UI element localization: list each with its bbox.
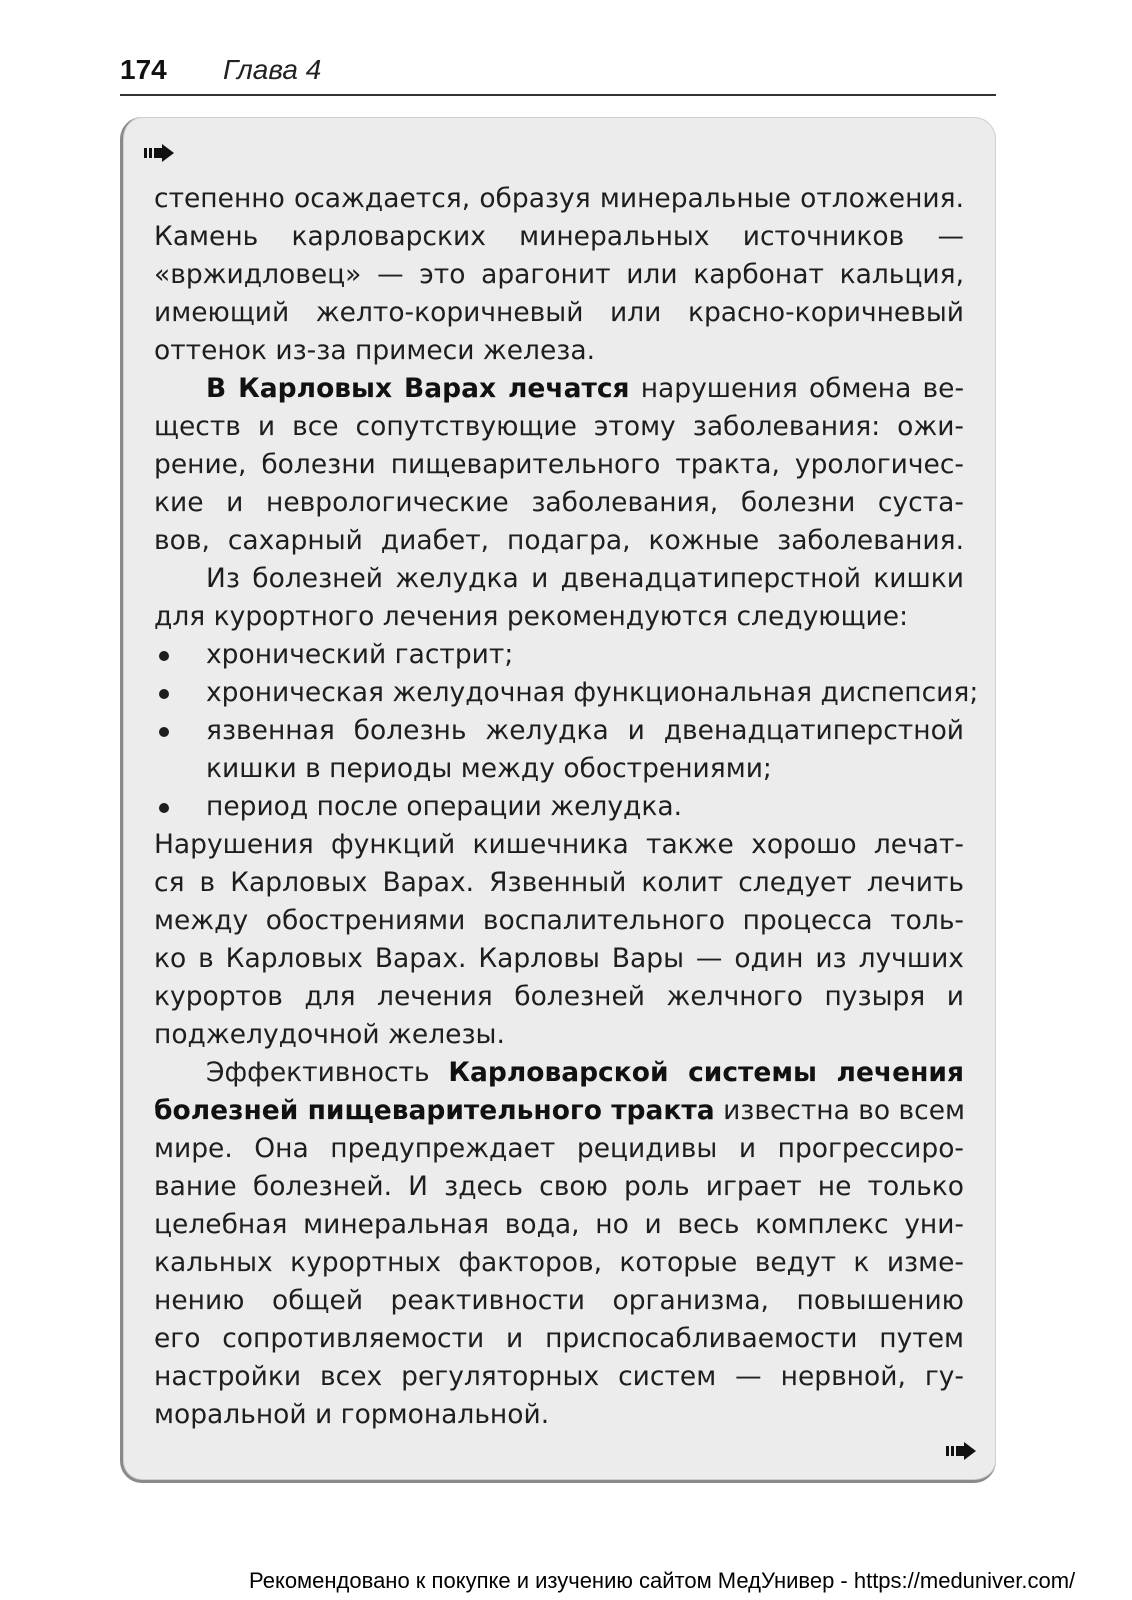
page-number: 174 xyxy=(120,54,167,85)
text-fragment: известна во всем xyxy=(714,1095,966,1126)
chapter-title: Глава 4 xyxy=(223,54,322,85)
text-line: его сопротивляемости и приспосабливаемости путем xyxy=(154,1323,964,1354)
text-fragment: Эффективность xyxy=(206,1057,449,1088)
text-line: между обострениями воспалительного процесса толь- xyxy=(154,905,964,936)
text-line: нению общей реактивности организма, повышению xyxy=(154,1285,964,1316)
text-line: для курортного лечения рекомендуются следующие: xyxy=(154,601,909,632)
bullet-icon xyxy=(159,689,169,699)
text-line: «вржидловец» — это арагонит или карбонат кальция, xyxy=(154,259,964,290)
list-item xyxy=(154,636,964,674)
text-line: рение, болезни пищеварительного тракта, урологичес- xyxy=(154,449,964,480)
page-header xyxy=(120,52,996,96)
text-line: ся в Карловых Варах. Язвенный колит следует лечить xyxy=(154,867,964,898)
arrow-right-icon xyxy=(144,144,174,162)
list-item-text: период после операции желудка. xyxy=(206,791,683,822)
list-item-text: хронический гастрит; xyxy=(206,639,514,670)
text-line: настройки всех регуляторных систем — нервной, гу- xyxy=(154,1361,964,1392)
text-line: степенно осаждается, образуя минеральные отложения. xyxy=(154,183,964,214)
bold-phrase: В Карловых Варах лечатся xyxy=(206,373,630,404)
list-item xyxy=(154,712,964,750)
text-line: целебная минеральная вода, но и весь комплекс уни- xyxy=(154,1209,964,1240)
list-item-continuation: кишки в периоды между обострениями; xyxy=(206,753,772,784)
text-body xyxy=(154,180,979,1434)
list-item xyxy=(154,788,964,826)
text-line: мире. Она предупреждает рецидивы и прогрессиро- xyxy=(154,1133,964,1164)
text-line: кальных курортных факторов, которые ведут к изме- xyxy=(154,1247,964,1278)
text-line: Из болезней желудка и двенадцатиперстной кишки xyxy=(206,563,964,594)
text-line: вание болезней. И здесь свою роль играет не только xyxy=(154,1171,964,1202)
text-line: курортов для лечения болезней желчного пузыря и xyxy=(154,981,964,1012)
text-line: имеющий желто-коричневый или красно-коричневый xyxy=(154,297,964,328)
text-line: оттенок из-за примеси железа. xyxy=(154,335,596,366)
bold-phrase: Карловарской системы лечения xyxy=(448,1057,964,1088)
paragraph-first-line xyxy=(154,1054,964,1092)
list-item-text: хроническая желудочная функциональная диспепсия; xyxy=(206,677,979,708)
content-box xyxy=(120,117,996,1483)
footer-link-text: Рекомендовано к покупке и изучению сайтом МедУнивер - https://meduniver.com/ xyxy=(249,1568,1076,1593)
bullet-icon xyxy=(159,651,169,661)
text-line: Нарушения функций кишечника также хорошо лечат- xyxy=(154,829,964,860)
text-line: Камень карловарских минеральных источников — xyxy=(154,221,964,252)
list-item xyxy=(154,674,979,712)
arrow-right-icon xyxy=(946,1442,976,1460)
text-line xyxy=(154,1092,964,1130)
list-item-text: язвенная болезнь желудка и двенадцатиперстной xyxy=(206,715,964,746)
bullet-icon xyxy=(159,727,169,737)
text-line: поджелудочной железы. xyxy=(154,1019,505,1050)
text-line: моральной и гормональной. xyxy=(154,1399,550,1430)
text-line: кие и неврологические заболевания, болезни суста- xyxy=(154,487,964,518)
text-line: ществ и все сопутствующие этому заболевания: ожи- xyxy=(154,411,964,442)
text-fragment: нарушения обмена ве- xyxy=(629,373,964,404)
paragraph-first-line xyxy=(154,370,964,408)
bold-phrase: болезней пищеварительного тракта xyxy=(154,1095,715,1126)
bullet-icon xyxy=(159,803,169,813)
text-line: вов, сахарный диабет, подагра, кожные заболевания. xyxy=(154,525,964,556)
text-line: ко в Карловых Варах. Карловы Вары — один из лучших xyxy=(154,943,964,974)
